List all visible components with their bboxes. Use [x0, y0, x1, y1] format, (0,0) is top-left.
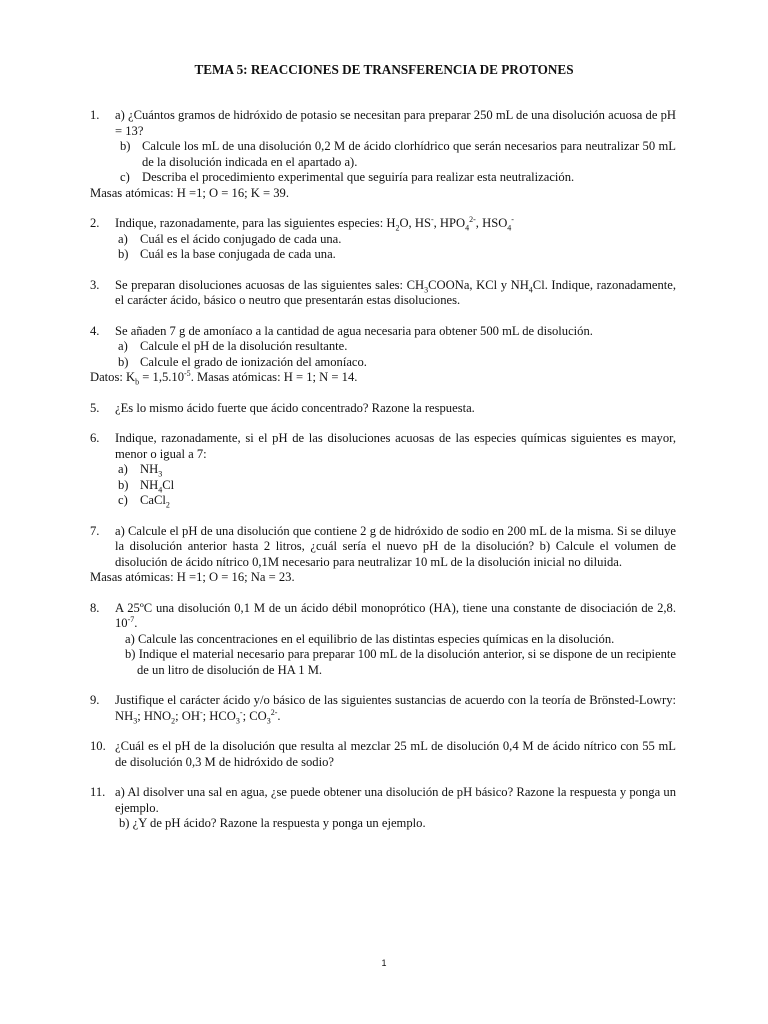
question-8-part-a: a) Calcule las concentraciones en el equilibrio de las distintas especies químicas en la disolución. [125, 631, 615, 646]
page-number: 1 [381, 958, 387, 968]
question-number: 8. [90, 600, 100, 615]
question-7-data-note: Masas atómicas: H =1; O = 16; Na = 23. [90, 570, 295, 584]
question-2-part-b: b) Cuál es la base conjugada de cada una. [118, 247, 336, 261]
question-1 [90, 108, 676, 201]
question-2-statement: Indique, razonadamente, para las siguientes especies: $H_2O$, HS-, $HPO_4^{2-}$, $HSO_4^-$ [115, 214, 514, 233]
question-4-part-a: a) Calcule el pH de la disolución resultante. [118, 339, 348, 353]
question-11-part-a: a) Al disolver una sal en agua, ¿se puede obtener una disolución de pH básico? Razone la respuesta y ponga un ejemplo. [115, 785, 676, 815]
question-list [90, 108, 676, 847]
question-2 [90, 216, 676, 263]
question-8-statement: A 25ºC una disolución 0,1 M de un ácido débil monoprótico (HA), tiene una constante de disociación de 2,8. $10^{-7}$. [115, 600, 676, 630]
question-4-part-b: b) Calcule el grado de ionización del amoníaco. [118, 354, 367, 369]
question-11 [90, 785, 676, 832]
question-1-part-a: a) ¿Cuántos gramos de hidróxido de potasio se necesitan para preparar 250 mL de una disolución acuosa de pH = 13? [115, 108, 677, 138]
question-5-statement: ¿Es lo mismo ácido fuerte que ácido concentrado? Razone la respuesta. [115, 400, 475, 415]
document-title: TEMA 5: REACCIONES DE TRANSFERENCIA DE PROTONES [194, 62, 574, 77]
question-number: 1. [90, 108, 100, 122]
question-1-part-b: b) Calcule los mL de una disolución 0,2 M de ácido clorhídrico que serán necesarios para neutralizar 50 mL de la disolución indicada en el apartado a). [120, 139, 676, 169]
question-6-statement: Indique, razonadamente, si el pH de las disoluciones acuosas de las especies químicas siguientes es mayor, menor o igual a 7: [115, 431, 676, 461]
question-number: 6. [90, 431, 100, 445]
question-4 [90, 324, 676, 386]
question-4-statement: Se añaden 7 g de amoníaco a la cantidad de agua necesaria para obtener 500 mL de disolución. [115, 323, 593, 338]
question-11-part-b: b) ¿Y de pH ácido? Razone la respuesta y ponga un ejemplo. [119, 816, 426, 830]
question-number: 11. [90, 785, 106, 799]
question-8 [90, 601, 676, 679]
question-number: 9. [90, 693, 100, 707]
question-7-statement: a) Calcule el pH de una disolución que contiene 2 g de hidróxido de sodio en 200 mL de la misma. Si se diluye la disolución anterior hasta 2 litros, ¿cuál sería el nuevo pH de la disolución? b) Calcule el volumen de disolución de ácido nítrico 0,1M necesario para neutralizar 10 mL de la disolución inicial no diluida. [115, 523, 676, 569]
question-7 [90, 524, 676, 586]
question-3 [90, 278, 676, 309]
question-number: 5. [90, 400, 100, 415]
question-8-part-b: b) Indique el material necesario para preparar 100 mL de la disolución anterior, si se dispone de un recipiente de un litro de disolución de HA 1 M. [125, 647, 676, 677]
question-10 [90, 739, 676, 770]
question-10-statement: ¿Cuál es el pH de la disolución que resulta al mezclar 25 mL de disolución 0,4 M de ácido nítrico con 55 mL de disolución 0,3 M de hidróxido de sodio? [115, 739, 676, 769]
question-9 [90, 693, 676, 724]
question-1-part-c: c) Describa el procedimiento experimental que seguiría para realizar esta neutralización. [120, 170, 575, 184]
question-6-option-c: c) CaCl$_2$ [118, 493, 170, 510]
question-number: 4. [90, 323, 100, 338]
question-number: 3. [90, 277, 100, 292]
question-1-data-note: Masas atómicas: H =1; O = 16; K = 39. [90, 185, 289, 200]
question-3-statement: Se preparan disoluciones acuosas de las siguientes sales: $CH_3COONa$, KCl y $NH_4Cl$. Indique, razonadamente, el carácter ácido, básico o neutro que presentarán estas disoluciones. [115, 277, 676, 307]
question-number: 2. [90, 216, 100, 230]
question-6-option-a: a) $NH_3$ [118, 462, 163, 479]
question-number: 10. [90, 739, 106, 753]
question-4-data-note: Datos: $K_b = 1,5.10^{-5}$. Masas atómicas: H = 1; N = 14. [90, 368, 358, 387]
question-2-part-a: a) Cuál es el ácido conjugado de cada una. [118, 231, 342, 246]
question-9-statement: Justifique el carácter ácido y/o básico de las siguientes sustancias de acuerdo con la teoría de Brönsted-Lowry: $NH_3$; $HNO_2$; OH-; $HCO_3^-$; $CO_3^{2-}$. [115, 693, 676, 726]
question-6 [90, 431, 676, 509]
question-number: 7. [90, 523, 100, 538]
question-6-option-b: b) $NH_4Cl$ [118, 477, 175, 495]
question-5 [90, 401, 676, 417]
